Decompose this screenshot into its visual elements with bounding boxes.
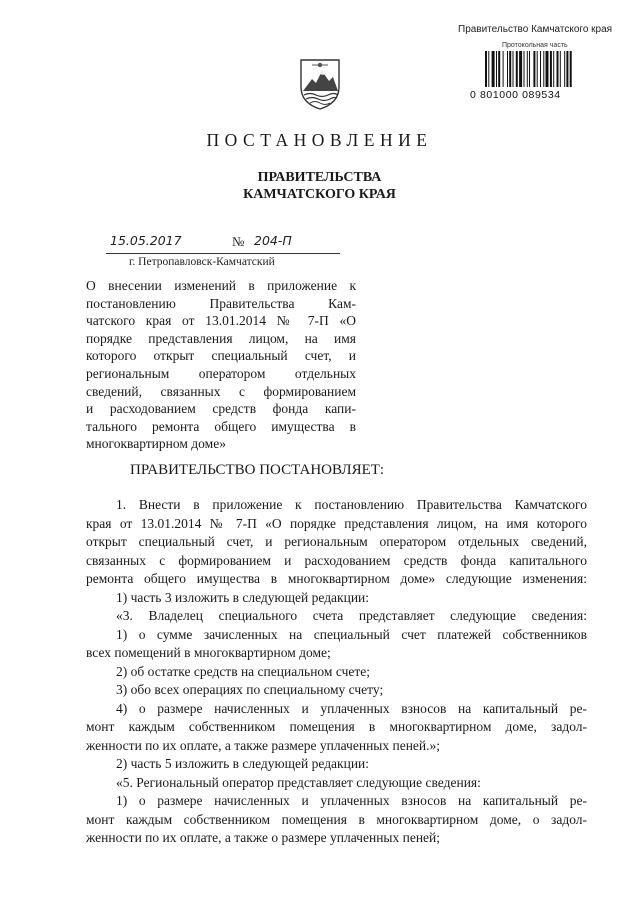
body-line: всех помещений в многоквартирном доме; — [86, 645, 331, 660]
number-sign: № — [232, 234, 245, 249]
subject-line: тального ремонта общего имущества в — [86, 418, 356, 434]
body-line: 2) об остатке средств на специальном счете; — [116, 663, 370, 679]
body-line: 4) о размере начисленных и уплаченных взносов на капитальный ре- — [116, 700, 587, 716]
document-number: 204-П — [254, 233, 292, 248]
body-line: женности по их оплате, а также размере уплаченных пеней.»; — [86, 737, 441, 753]
body-line: монт каждым собственником помещения в многоквартирном доме, задол- — [86, 719, 587, 734]
body-line: 1. Внести в приложение к постановлению Правительства Камчатского — [116, 497, 587, 512]
subject-line: многоквартирном доме» — [86, 436, 226, 452]
body-line: 1) о размере начисленных и уплаченных взносов на капитальный ре- — [116, 793, 587, 808]
body-line: 2) часть 5 изложить в следующей редакции: — [116, 756, 370, 771]
stamp-subtitle: Протокольная часть — [502, 42, 568, 49]
body-line: открыт специальный счет, и региональным оператором отдельных сведений, — [86, 534, 587, 549]
body-line: 1) о сумме зачисленных на специальный счет платежей собственников — [116, 626, 587, 642]
subject-line: и расходованием средств фонда капи- — [86, 401, 356, 417]
document-subject — [86, 277, 356, 453]
issuer-line-2: КАМЧАТСКОГО КРАЯ — [243, 187, 396, 202]
document-body — [86, 496, 587, 848]
issuer-line-1: ПРАВИТЕЛЬСТВА — [257, 170, 382, 185]
decree-phrase: ПРАВИТЕЛЬСТВО ПОСТАНОВЛЯЕТ: — [130, 462, 385, 478]
body-line: «5. Региональный оператор представляет следующие сведения: — [116, 774, 481, 790]
subject-line: порядке представления лицом, на имя — [86, 330, 356, 346]
kamchatka-coat-of-arms-icon — [298, 57, 342, 111]
body-line: «3. Владелец специального счета представляет следующие сведения: — [116, 608, 587, 623]
stamp-org-name: Правительство Камчатского края — [458, 24, 613, 35]
body-line: 3) обо всех операциях по специальному счету; — [116, 682, 384, 697]
body-line: женности по их оплате, а также о размере уплаченных пеней; — [86, 830, 441, 845]
subject-line: О внесении изменений в приложение к — [86, 278, 356, 293]
document-type-title: ПОСТАНОВЛЕНИЕ — [206, 130, 433, 150]
subject-line: постановлению Правительства Кам- — [86, 295, 356, 311]
body-line: края от 13.01.2014 № 7-П «О порядке представления лицом, на имя которого — [86, 515, 587, 531]
body-line: ремонта общего имущества в многоквартирном доме» следующие изменения: — [86, 571, 587, 586]
body-line: связанных с формированием и расходованием средств фонда капитального — [86, 552, 587, 568]
body-line: 1) часть 3 изложить в следующей редакции: — [116, 589, 370, 605]
subject-line: которого открыт специальный счет, и — [86, 348, 356, 364]
body-line: монт каждым собственником помещения в многоквартирном доме, о задол- — [86, 811, 587, 827]
subject-line: региональным оператором отдельных — [86, 365, 356, 381]
barcode-number: 0 801000 089534 — [470, 89, 561, 101]
issuing-city: г. Петропавловск-Камчатский — [129, 256, 275, 268]
barcode-icon — [485, 51, 603, 91]
subject-line: сведений, связанных с формированием — [86, 383, 356, 399]
subject-line: чатского края от 13.01.2014 № 7-П «О — [86, 313, 356, 329]
document-date: 15.05.2017 — [110, 233, 182, 248]
